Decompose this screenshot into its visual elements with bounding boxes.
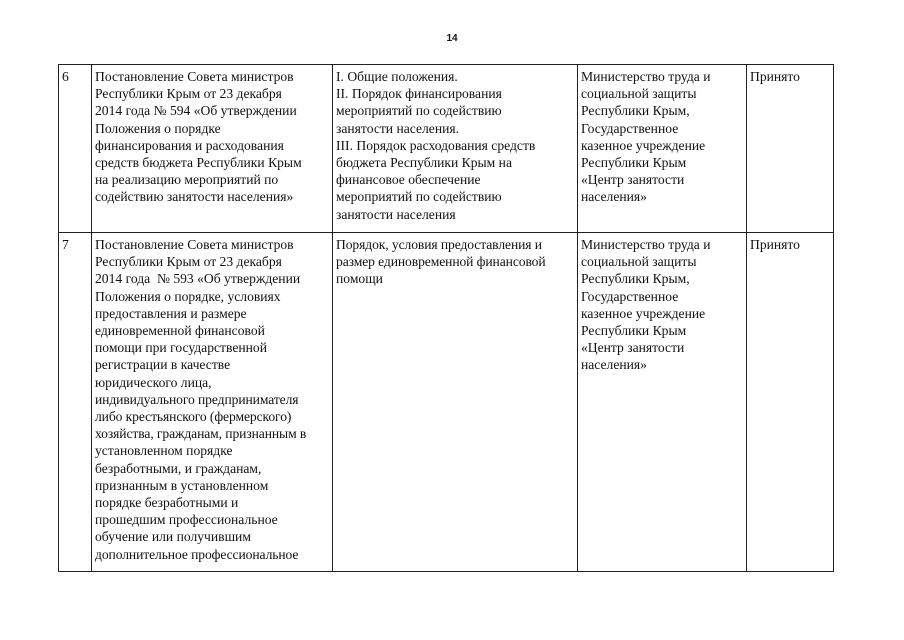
sections-cell [333,65,578,233]
document-line: содействию занятости населения» [95,189,294,205]
document-line: помощи при государственной [95,340,267,356]
table-row [59,233,834,572]
row-number: 6 [59,65,92,233]
ministry-line: населения» [581,357,647,373]
section-line: I. Общие положения. [336,69,458,84]
document-line: индивидуального предпринимателя [95,391,299,407]
ministry-line: «Центр занятости [581,340,685,356]
document-line: юридического лица, [95,374,212,390]
page-number: 14 [446,33,458,44]
section-line: III. Порядок расходования средств [336,137,536,153]
section-line: размер единовременной финансовой [336,254,546,270]
section-line: бюджета Республики Крым на [336,155,512,171]
document-line: Постановление Совета министров [95,237,294,252]
document-line: прошедшим профессиональное [95,512,278,528]
sections-cell [333,233,578,572]
document-line: Положения о порядке [95,120,221,136]
document-title-cell [92,233,333,572]
ministry-line: Республики Крым, [581,271,690,287]
document-line: 2014 года № 594 «Об утверждении [95,103,297,119]
document-line: Республики Крым от 23 декабря [95,86,282,102]
section-line: помощи [336,271,383,287]
document-line: дополнительное профессиональное [95,546,299,562]
document-line: порядке безработными и [95,495,239,511]
ministry-line: социальной защиты [581,254,697,270]
ministry-line: Государственное [581,288,679,304]
document-line: Постановление Совета министров [95,69,294,84]
section-line: Порядок, условия предоставления и [336,237,542,252]
ministry-line: Министерство труда и [581,237,711,252]
status-cell: Принято [747,65,834,233]
section-line: мероприятий по содействию [336,103,502,119]
document-title-cell [92,65,333,233]
responsible-ministry-cell [578,233,747,572]
ministry-line: социальной защиты [581,86,697,102]
document-line: средств бюджета Республики Крым [95,155,302,171]
ministry-line: казенное учреждение [581,305,706,321]
status-cell: Принято [747,233,834,572]
section-line: финансовое обеспечение [336,172,481,188]
document-line: регистрации в качестве [95,357,231,373]
document-line: обучение или получившим [95,529,251,545]
document-line: финансирования и расходования [95,137,284,153]
document-line: Республики Крым от 23 декабря [95,254,282,270]
ministry-line: казенное учреждение [581,137,706,153]
ministry-line: Республики Крым [581,155,687,171]
section-line: мероприятий по содействию [336,189,502,205]
section-line: занятости населения. [336,120,460,136]
documents-table [58,64,834,572]
document-line: Положения о порядке, условиях [95,288,281,304]
document-line: единовременной финансовой [95,323,265,339]
ministry-line: «Центр занятости [581,172,685,188]
ministry-line: населения» [581,189,647,205]
document-line: на реализацию мероприятий по [95,172,279,188]
section-line: занятости населения [336,206,456,222]
document-line: либо крестьянского (фермерского) [95,409,292,425]
ministry-line: Министерство труда и [581,69,711,84]
row-number: 7 [59,233,92,572]
document-line: хозяйства, гражданам, признанным в [95,426,307,442]
document-line: 2014 года № 593 «Об утверждении [95,271,301,287]
ministry-line: Республики Крым, [581,103,690,119]
document-line: безработными, и гражданам, [95,460,262,476]
section-line: II. Порядок финансирования [336,86,502,102]
ministry-line: Республики Крым [581,323,687,339]
document-line: признанным в установленном [95,477,269,493]
responsible-ministry-cell [578,65,747,233]
document-line: установленном порядке [95,443,233,459]
ministry-line: Государственное [581,120,679,136]
table-row [59,65,834,233]
document-line: предоставления и размере [95,305,247,321]
